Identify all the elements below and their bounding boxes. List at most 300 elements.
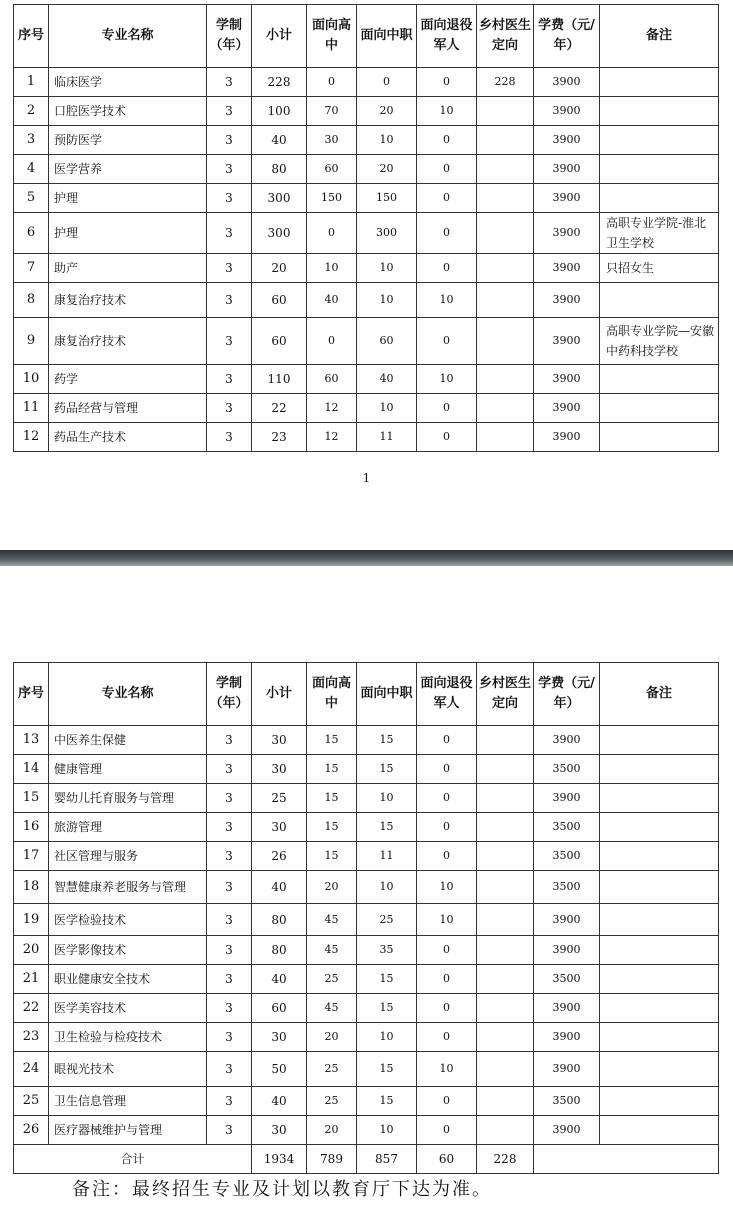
row-vocational: 300 bbox=[357, 213, 417, 254]
table-row bbox=[14, 965, 719, 994]
row-high-school: 15 bbox=[307, 755, 357, 784]
row-years: 3 bbox=[207, 1052, 252, 1087]
header-major: 专业名称 bbox=[49, 5, 207, 68]
row-subtotal: 25 bbox=[252, 784, 307, 813]
row-fee: 3500 bbox=[534, 755, 600, 784]
row-vocational: 0 bbox=[357, 68, 417, 97]
row-fee: 3900 bbox=[534, 126, 600, 155]
row-major-name: 护理 bbox=[49, 213, 207, 254]
row-seq: 23 bbox=[14, 1023, 49, 1052]
row-rural-doctor bbox=[477, 394, 534, 423]
row-subtotal: 110 bbox=[252, 365, 307, 394]
row-vocational: 11 bbox=[357, 842, 417, 871]
row-veterans: 0 bbox=[417, 184, 477, 213]
header-subtotal: 小计 bbox=[252, 5, 307, 68]
row-major-name: 健康管理 bbox=[49, 755, 207, 784]
row-high-school: 20 bbox=[307, 1116, 357, 1145]
row-note: 高职专业学院-淮北卫生学校 bbox=[600, 213, 719, 254]
row-veterans: 0 bbox=[417, 155, 477, 184]
header-veterans: 面向退役军人 bbox=[417, 663, 477, 726]
row-subtotal: 80 bbox=[252, 155, 307, 184]
row-high-school: 15 bbox=[307, 842, 357, 871]
row-major-name: 眼视光技术 bbox=[49, 1052, 207, 1087]
row-veterans: 0 bbox=[417, 784, 477, 813]
row-high-school: 12 bbox=[307, 394, 357, 423]
row-vocational: 40 bbox=[357, 365, 417, 394]
row-rural-doctor bbox=[477, 871, 534, 904]
row-major-name: 护理 bbox=[49, 184, 207, 213]
row-note bbox=[600, 126, 719, 155]
row-rural-doctor bbox=[477, 755, 534, 784]
row-high-school: 15 bbox=[307, 813, 357, 842]
row-seq: 18 bbox=[14, 871, 49, 904]
table-row bbox=[14, 1116, 719, 1145]
row-rural-doctor bbox=[477, 842, 534, 871]
header-vocational: 面向中职 bbox=[357, 5, 417, 68]
row-vocational: 10 bbox=[357, 1116, 417, 1145]
row-note bbox=[600, 68, 719, 97]
row-rural-doctor bbox=[477, 1023, 534, 1052]
row-years: 3 bbox=[207, 394, 252, 423]
row-vocational: 10 bbox=[357, 283, 417, 318]
table-row bbox=[14, 755, 719, 784]
table-row bbox=[14, 365, 719, 394]
row-rural-doctor bbox=[477, 965, 534, 994]
row-major-name: 口腔医学技术 bbox=[49, 97, 207, 126]
row-years: 3 bbox=[207, 97, 252, 126]
row-years: 3 bbox=[207, 68, 252, 97]
row-major-name: 职业健康安全技术 bbox=[49, 965, 207, 994]
row-high-school: 40 bbox=[307, 283, 357, 318]
row-veterans: 10 bbox=[417, 871, 477, 904]
row-note bbox=[600, 423, 719, 452]
row-note: 高职专业学院—安徽中药科技学校 bbox=[600, 318, 719, 365]
row-high-school: 70 bbox=[307, 97, 357, 126]
row-note bbox=[600, 1023, 719, 1052]
row-seq: 26 bbox=[14, 1116, 49, 1145]
row-veterans: 0 bbox=[417, 254, 477, 283]
row-subtotal: 50 bbox=[252, 1052, 307, 1087]
row-seq: 16 bbox=[14, 813, 49, 842]
row-rural-doctor: 228 bbox=[477, 68, 534, 97]
row-rural-doctor bbox=[477, 126, 534, 155]
row-fee: 3900 bbox=[534, 726, 600, 755]
row-seq: 25 bbox=[14, 1087, 49, 1116]
row-fee: 3500 bbox=[534, 965, 600, 994]
row-seq: 13 bbox=[14, 726, 49, 755]
row-fee: 3900 bbox=[534, 394, 600, 423]
header-fee: 学费（元/年） bbox=[534, 663, 600, 726]
header-subtotal: 小计 bbox=[252, 663, 307, 726]
table-row bbox=[14, 394, 719, 423]
document-page-2 bbox=[0, 566, 733, 1208]
row-rural-doctor bbox=[477, 904, 534, 936]
row-rural-doctor bbox=[477, 254, 534, 283]
row-high-school: 60 bbox=[307, 155, 357, 184]
row-subtotal: 26 bbox=[252, 842, 307, 871]
row-note bbox=[600, 1052, 719, 1087]
row-veterans: 10 bbox=[417, 365, 477, 394]
row-high-school: 20 bbox=[307, 1023, 357, 1052]
row-note bbox=[600, 365, 719, 394]
row-major-name: 预防医学 bbox=[49, 126, 207, 155]
row-veterans: 10 bbox=[417, 904, 477, 936]
row-major-name: 旅游管理 bbox=[49, 813, 207, 842]
row-note bbox=[600, 1116, 719, 1145]
row-note bbox=[600, 283, 719, 318]
row-note bbox=[600, 994, 719, 1023]
row-years: 3 bbox=[207, 365, 252, 394]
table-row bbox=[14, 936, 719, 965]
row-subtotal: 300 bbox=[252, 213, 307, 254]
header-seq: 序号 bbox=[14, 663, 49, 726]
page-separator bbox=[0, 550, 733, 566]
row-seq: 1 bbox=[14, 68, 49, 97]
row-high-school: 45 bbox=[307, 904, 357, 936]
row-subtotal: 30 bbox=[252, 726, 307, 755]
row-high-school: 45 bbox=[307, 994, 357, 1023]
row-note bbox=[600, 965, 719, 994]
row-fee: 3500 bbox=[534, 871, 600, 904]
row-fee: 3500 bbox=[534, 813, 600, 842]
row-years: 3 bbox=[207, 755, 252, 784]
page-number: 1 bbox=[362, 471, 371, 485]
row-rural-doctor bbox=[477, 784, 534, 813]
row-note bbox=[600, 936, 719, 965]
row-note bbox=[600, 184, 719, 213]
row-seq: 11 bbox=[14, 394, 49, 423]
row-veterans: 0 bbox=[417, 726, 477, 755]
row-years: 3 bbox=[207, 1087, 252, 1116]
header-years: 学制（年） bbox=[207, 663, 252, 726]
table-row bbox=[14, 283, 719, 318]
row-vocational: 15 bbox=[357, 726, 417, 755]
row-major-name: 医学营养 bbox=[49, 155, 207, 184]
row-high-school: 30 bbox=[307, 126, 357, 155]
row-high-school: 150 bbox=[307, 184, 357, 213]
table-row bbox=[14, 813, 719, 842]
row-years: 3 bbox=[207, 423, 252, 452]
row-major-name: 临床医学 bbox=[49, 68, 207, 97]
table-row bbox=[14, 784, 719, 813]
enrollment-table-page-1 bbox=[13, 4, 719, 452]
table-header-row bbox=[14, 5, 719, 68]
row-major-name: 智慧健康养老服务与管理 bbox=[49, 871, 207, 904]
row-fee: 3900 bbox=[534, 184, 600, 213]
row-vocational: 10 bbox=[357, 1023, 417, 1052]
row-vocational: 15 bbox=[357, 813, 417, 842]
row-seq: 10 bbox=[14, 365, 49, 394]
row-seq: 14 bbox=[14, 755, 49, 784]
row-years: 3 bbox=[207, 155, 252, 184]
row-fee: 3900 bbox=[534, 365, 600, 394]
table-row bbox=[14, 126, 719, 155]
row-vocational: 15 bbox=[357, 1087, 417, 1116]
row-fee: 3500 bbox=[534, 842, 600, 871]
row-years: 3 bbox=[207, 904, 252, 936]
row-years: 3 bbox=[207, 254, 252, 283]
row-vocational: 15 bbox=[357, 994, 417, 1023]
row-years: 3 bbox=[207, 1023, 252, 1052]
row-high-school: 15 bbox=[307, 726, 357, 755]
row-rural-doctor bbox=[477, 936, 534, 965]
row-subtotal: 40 bbox=[252, 965, 307, 994]
row-subtotal: 100 bbox=[252, 97, 307, 126]
row-major-name: 康复治疗技术 bbox=[49, 318, 207, 365]
row-vocational: 10 bbox=[357, 784, 417, 813]
row-high-school: 45 bbox=[307, 936, 357, 965]
row-seq: 8 bbox=[14, 283, 49, 318]
row-vocational: 20 bbox=[357, 97, 417, 126]
row-seq: 3 bbox=[14, 126, 49, 155]
row-years: 3 bbox=[207, 813, 252, 842]
row-subtotal: 80 bbox=[252, 904, 307, 936]
table-row bbox=[14, 1023, 719, 1052]
total-rural-doctor: 228 bbox=[477, 1145, 534, 1174]
row-veterans: 0 bbox=[417, 1023, 477, 1052]
row-rural-doctor bbox=[477, 155, 534, 184]
row-vocational: 10 bbox=[357, 126, 417, 155]
row-seq: 22 bbox=[14, 994, 49, 1023]
row-subtotal: 30 bbox=[252, 1116, 307, 1145]
row-note bbox=[600, 726, 719, 755]
row-veterans: 0 bbox=[417, 965, 477, 994]
row-years: 3 bbox=[207, 965, 252, 994]
row-major-name: 助产 bbox=[49, 254, 207, 283]
row-seq: 15 bbox=[14, 784, 49, 813]
row-fee: 3900 bbox=[534, 936, 600, 965]
row-fee: 3900 bbox=[534, 904, 600, 936]
row-fee: 3900 bbox=[534, 97, 600, 126]
row-veterans: 0 bbox=[417, 1116, 477, 1145]
row-fee: 3900 bbox=[534, 318, 600, 365]
row-years: 3 bbox=[207, 283, 252, 318]
row-years: 3 bbox=[207, 1116, 252, 1145]
table-row bbox=[14, 184, 719, 213]
row-veterans: 0 bbox=[417, 1087, 477, 1116]
row-note bbox=[600, 904, 719, 936]
row-seq: 20 bbox=[14, 936, 49, 965]
row-veterans: 0 bbox=[417, 68, 477, 97]
row-major-name: 中医养生保健 bbox=[49, 726, 207, 755]
row-seq: 19 bbox=[14, 904, 49, 936]
row-seq: 6 bbox=[14, 213, 49, 254]
total-high-school: 789 bbox=[307, 1145, 357, 1174]
row-vocational: 10 bbox=[357, 871, 417, 904]
row-years: 3 bbox=[207, 213, 252, 254]
row-vocational: 15 bbox=[357, 1052, 417, 1087]
row-fee: 3900 bbox=[534, 155, 600, 184]
row-vocational: 25 bbox=[357, 904, 417, 936]
row-years: 3 bbox=[207, 318, 252, 365]
footnote: 备注：最终招生专业及计划以教育厅下达为准。 bbox=[72, 1179, 492, 1200]
row-high-school: 10 bbox=[307, 254, 357, 283]
row-seq: 21 bbox=[14, 965, 49, 994]
row-subtotal: 22 bbox=[252, 394, 307, 423]
row-major-name: 康复治疗技术 bbox=[49, 283, 207, 318]
row-high-school: 25 bbox=[307, 1052, 357, 1087]
row-major-name: 医学影像技术 bbox=[49, 936, 207, 965]
row-rural-doctor bbox=[477, 1052, 534, 1087]
row-veterans: 0 bbox=[417, 755, 477, 784]
row-high-school: 20 bbox=[307, 871, 357, 904]
table-row bbox=[14, 871, 719, 904]
row-veterans: 0 bbox=[417, 813, 477, 842]
row-seq: 7 bbox=[14, 254, 49, 283]
row-note bbox=[600, 155, 719, 184]
total-vocational: 857 bbox=[357, 1145, 417, 1174]
row-subtotal: 300 bbox=[252, 184, 307, 213]
row-major-name: 婴幼儿托育服务与管理 bbox=[49, 784, 207, 813]
row-vocational: 150 bbox=[357, 184, 417, 213]
table-row bbox=[14, 213, 719, 254]
row-rural-doctor bbox=[477, 365, 534, 394]
total-empty bbox=[534, 1145, 719, 1174]
row-fee: 3900 bbox=[534, 68, 600, 97]
header-veterans: 面向退役军人 bbox=[417, 5, 477, 68]
row-seq: 24 bbox=[14, 1052, 49, 1087]
row-veterans: 0 bbox=[417, 318, 477, 365]
row-years: 3 bbox=[207, 842, 252, 871]
row-subtotal: 30 bbox=[252, 755, 307, 784]
row-seq: 9 bbox=[14, 318, 49, 365]
row-high-school: 0 bbox=[307, 213, 357, 254]
row-subtotal: 228 bbox=[252, 68, 307, 97]
row-major-name: 医学检验技术 bbox=[49, 904, 207, 936]
row-high-school: 15 bbox=[307, 784, 357, 813]
row-rural-doctor bbox=[477, 423, 534, 452]
row-rural-doctor bbox=[477, 97, 534, 126]
row-rural-doctor bbox=[477, 1116, 534, 1145]
row-major-name: 社区管理与服务 bbox=[49, 842, 207, 871]
document-page-1 bbox=[0, 0, 733, 550]
row-major-name: 药学 bbox=[49, 365, 207, 394]
table-row bbox=[14, 97, 719, 126]
row-major-name: 卫生检验与检疫技术 bbox=[49, 1023, 207, 1052]
row-high-school: 25 bbox=[307, 965, 357, 994]
row-veterans: 10 bbox=[417, 283, 477, 318]
row-veterans: 10 bbox=[417, 1052, 477, 1087]
row-fee: 3900 bbox=[534, 1052, 600, 1087]
row-vocational: 15 bbox=[357, 755, 417, 784]
table-row bbox=[14, 155, 719, 184]
row-rural-doctor bbox=[477, 813, 534, 842]
row-rural-doctor bbox=[477, 213, 534, 254]
row-note bbox=[600, 755, 719, 784]
row-subtotal: 60 bbox=[252, 994, 307, 1023]
row-seq: 17 bbox=[14, 842, 49, 871]
row-subtotal: 40 bbox=[252, 126, 307, 155]
row-vocational: 10 bbox=[357, 394, 417, 423]
table-row bbox=[14, 842, 719, 871]
row-major-name: 医疗器械维护与管理 bbox=[49, 1116, 207, 1145]
row-veterans: 0 bbox=[417, 936, 477, 965]
row-vocational: 20 bbox=[357, 155, 417, 184]
row-subtotal: 40 bbox=[252, 871, 307, 904]
row-veterans: 0 bbox=[417, 842, 477, 871]
row-veterans: 0 bbox=[417, 126, 477, 155]
row-seq: 12 bbox=[14, 423, 49, 452]
row-subtotal: 23 bbox=[252, 423, 307, 452]
row-rural-doctor bbox=[477, 726, 534, 755]
header-years: 学制（年） bbox=[207, 5, 252, 68]
total-row bbox=[14, 1145, 719, 1174]
row-fee: 3900 bbox=[534, 254, 600, 283]
row-subtotal: 30 bbox=[252, 1023, 307, 1052]
row-seq: 2 bbox=[14, 97, 49, 126]
row-note bbox=[600, 784, 719, 813]
row-fee: 3900 bbox=[534, 994, 600, 1023]
table-row bbox=[14, 423, 719, 452]
row-major-name: 药品经营与管理 bbox=[49, 394, 207, 423]
table-row bbox=[14, 318, 719, 365]
row-years: 3 bbox=[207, 871, 252, 904]
header-note: 备注 bbox=[600, 5, 719, 68]
row-rural-doctor bbox=[477, 1087, 534, 1116]
row-veterans: 0 bbox=[417, 394, 477, 423]
row-high-school: 0 bbox=[307, 318, 357, 365]
row-rural-doctor bbox=[477, 318, 534, 365]
header-high-school: 面向高中 bbox=[307, 5, 357, 68]
row-note bbox=[600, 871, 719, 904]
row-fee: 3900 bbox=[534, 1116, 600, 1145]
row-vocational: 11 bbox=[357, 423, 417, 452]
row-high-school: 25 bbox=[307, 1087, 357, 1116]
row-note bbox=[600, 394, 719, 423]
row-major-name: 卫生信息管理 bbox=[49, 1087, 207, 1116]
enrollment-table-page-2 bbox=[13, 662, 719, 1174]
row-major-name: 医学美容技术 bbox=[49, 994, 207, 1023]
row-note bbox=[600, 97, 719, 126]
header-high-school: 面向高中 bbox=[307, 663, 357, 726]
row-fee: 3900 bbox=[534, 283, 600, 318]
row-years: 3 bbox=[207, 726, 252, 755]
row-major-name: 药品生产技术 bbox=[49, 423, 207, 452]
header-note: 备注 bbox=[600, 663, 719, 726]
row-rural-doctor bbox=[477, 283, 534, 318]
table-row bbox=[14, 994, 719, 1023]
row-high-school: 12 bbox=[307, 423, 357, 452]
header-rural-doctor: 乡村医生定向 bbox=[477, 663, 534, 726]
row-subtotal: 30 bbox=[252, 813, 307, 842]
header-rural-doctor: 乡村医生定向 bbox=[477, 5, 534, 68]
row-years: 3 bbox=[207, 784, 252, 813]
row-fee: 3900 bbox=[534, 423, 600, 452]
row-subtotal: 80 bbox=[252, 936, 307, 965]
row-fee: 3900 bbox=[534, 1023, 600, 1052]
row-high-school: 0 bbox=[307, 68, 357, 97]
row-years: 3 bbox=[207, 936, 252, 965]
table-row bbox=[14, 904, 719, 936]
row-seq: 4 bbox=[14, 155, 49, 184]
row-veterans: 10 bbox=[417, 97, 477, 126]
row-vocational: 60 bbox=[357, 318, 417, 365]
row-veterans: 0 bbox=[417, 994, 477, 1023]
row-seq: 5 bbox=[14, 184, 49, 213]
header-vocational: 面向中职 bbox=[357, 663, 417, 726]
row-veterans: 0 bbox=[417, 423, 477, 452]
table-row bbox=[14, 1087, 719, 1116]
total-veterans: 60 bbox=[417, 1145, 477, 1174]
row-years: 3 bbox=[207, 184, 252, 213]
row-vocational: 15 bbox=[357, 965, 417, 994]
header-fee: 学费（元/年） bbox=[534, 5, 600, 68]
row-veterans: 0 bbox=[417, 213, 477, 254]
total-label: 合计 bbox=[14, 1145, 252, 1174]
row-vocational: 10 bbox=[357, 254, 417, 283]
row-fee: 3900 bbox=[534, 784, 600, 813]
row-note bbox=[600, 842, 719, 871]
